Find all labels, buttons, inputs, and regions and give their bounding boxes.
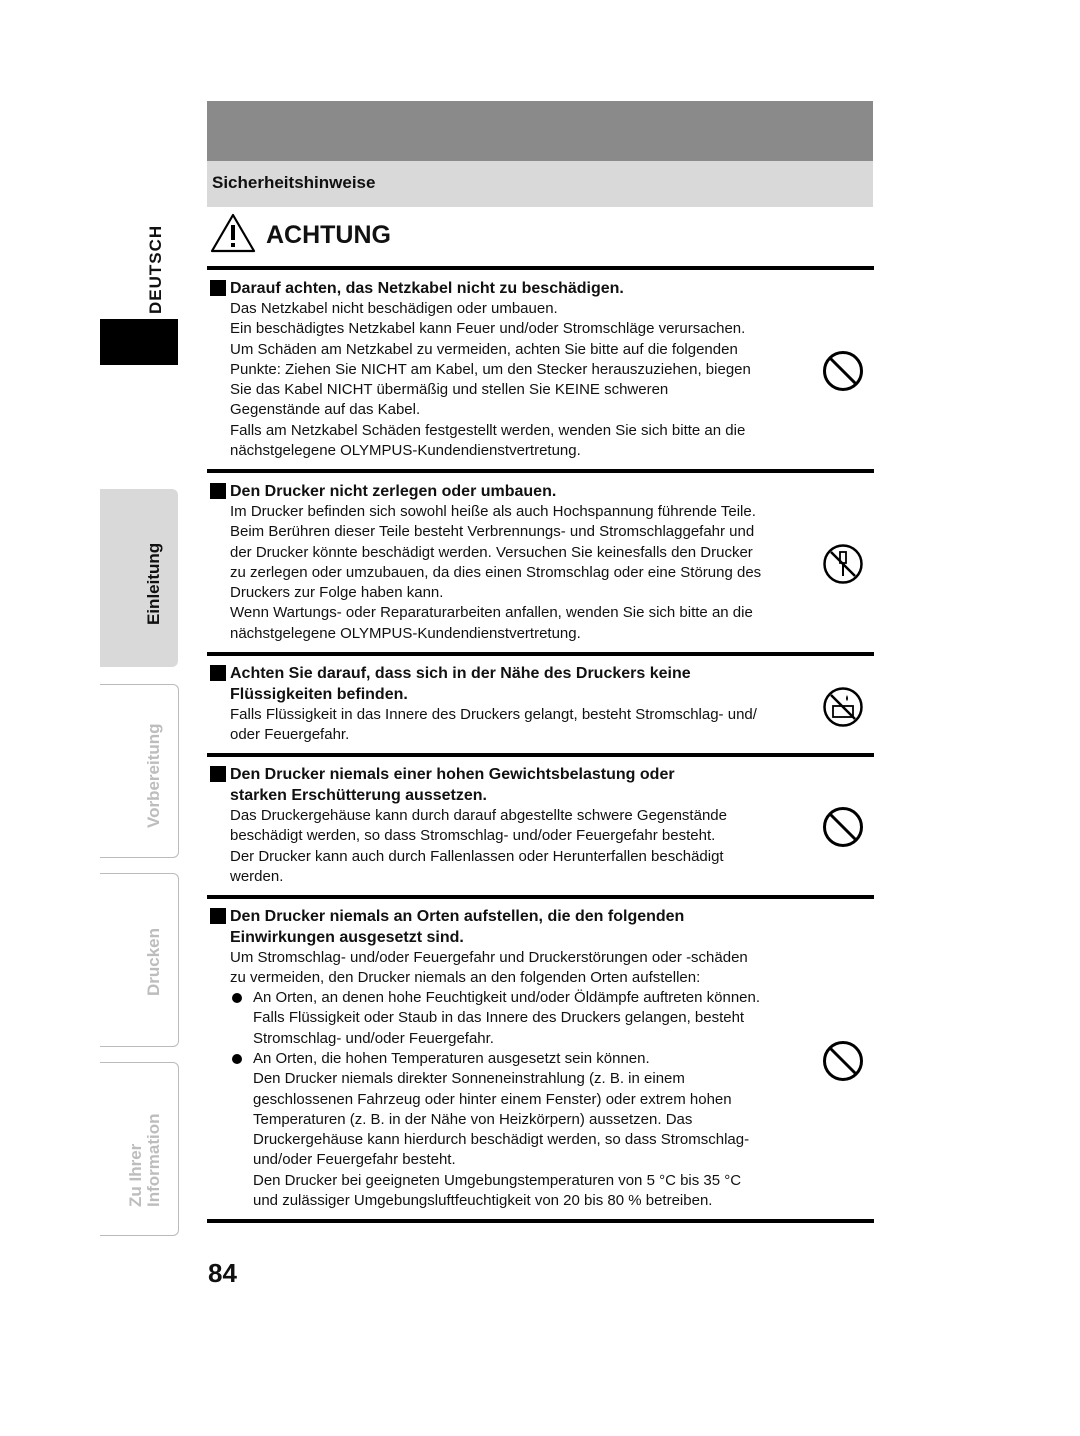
warning-label: ACHTUNG bbox=[266, 221, 391, 249]
prohibited-icon bbox=[822, 1040, 864, 1082]
section-heading: Den Drucker niemals einer hohen Gewichtsbelastung oder starken Erschütterung aussetzen. bbox=[230, 766, 675, 804]
section-body: Im Drucker befinden sich sowohl heiße als auch Hochspannung führende Teile. Beim Berühren dieser Teile besteht Verbrennungs- und Stromschlaggefahr und der Drucker könnte beschädigt werden. Versuchen Sie keinesfalls den Drucker zu zerlegen oder umzubauen, da dies einen Stromschlag oder eine Störung des Druckers zur Folge haben kann. Wenn Wartungs- oder Reparaturarbeiten anfallen, wenden Sie sich bitte an die nächstgelegene OLYMPUS-Kundendienstvertretung. bbox=[230, 503, 762, 642]
section-heading: Achten Sie darauf, dass sich in der Nähe des Druckers keine Flüssigkeiten befinden. bbox=[230, 665, 691, 703]
section-heading: Darauf achten, das Netzkabel nicht zu beschädigen. bbox=[230, 280, 624, 297]
section-title-bar bbox=[207, 161, 873, 207]
bullet-dot bbox=[232, 1054, 242, 1064]
tab-information[interactable] bbox=[100, 1062, 179, 1236]
section-marker bbox=[210, 483, 226, 499]
section-divider bbox=[207, 1219, 874, 1223]
section-heading: Den Drucker nicht zerlegen oder umbauen. bbox=[230, 483, 557, 500]
tab-information-label1: Zu Ihrer bbox=[126, 1143, 145, 1207]
section-body: Falls Flüssigkeit in das Innere des Druckers gelangt, besteht Stromschlag- und/ oder Feuergefahr. bbox=[230, 706, 757, 744]
section-divider bbox=[207, 469, 874, 473]
page-title: Sicherheitshinweise bbox=[212, 173, 376, 192]
section-marker bbox=[210, 665, 226, 681]
section-body: Um Stromschlag- und/oder Feuergefahr und Druckerstörungen oder -schäden zu vermeiden, den Drucker niemals an den folgenden Orten aufstellen: bbox=[230, 949, 748, 987]
tab-drucken-label: Drucken bbox=[144, 927, 163, 996]
section-body: Das Druckergehäuse kann durch darauf abgestellte schwere Gegenstände beschädigt werden, so dass Stromschlag- und/oder Feuergefahr besteht. Der Drucker kann auch durch Fallenlassen oder Herunterfallen beschädigt werden. bbox=[230, 807, 727, 885]
bullet-dot bbox=[232, 993, 242, 1003]
tab-vorbereitung[interactable] bbox=[100, 684, 179, 858]
bullet-item: An Orten, an denen hohe Feuchtigkeit und/oder Öldämpfe auftreten können. Falls Flüssigkeit oder Staub in das Innere des Druckers gelangen, besteht Stromschlag- und/oder Feuergefahr. bbox=[253, 989, 761, 1047]
header-bar bbox=[207, 101, 873, 161]
section-divider bbox=[207, 753, 874, 757]
language-tab-marker bbox=[100, 319, 178, 365]
no-liquids-icon bbox=[822, 686, 864, 728]
warning-triangle-icon bbox=[210, 213, 256, 253]
tab-vorbereitung-label: Vorbereitung bbox=[144, 723, 163, 828]
section-divider bbox=[207, 266, 874, 270]
section-heading: Den Drucker niemals an Orten aufstellen, die den folgenden Einwirkungen ausgesetzt sind. bbox=[230, 908, 685, 946]
tab-einleitung[interactable] bbox=[100, 489, 178, 667]
do-not-disassemble-icon bbox=[822, 543, 864, 585]
section-marker bbox=[210, 766, 226, 782]
tab-information-label2: Information bbox=[144, 1113, 163, 1207]
bullet-item: An Orten, die hohen Temperaturen ausgesetzt sein können. Den Drucker niemals direkter Sonneneinstrahlung (z. B. in einem geschlossenen Fahrzeug oder hinter einem Fenster) oder extrem hohen Temperaturen (z. B. in der Nähe von Heizkörpern) aussetzen. Das Druckergehäuse kann hierdurch beschädigt werden, so dass Stromschlag- und/oder Feuergefahr besteht. Den Drucker bei geeigneten Umgebungstemperaturen von 5 °C bis 35 °C und zulässiger Umgebungsluftfeuchtigkeit von 20 bis 80 % betreiben. bbox=[253, 1050, 750, 1210]
section-marker bbox=[210, 280, 226, 296]
section-marker bbox=[210, 908, 226, 924]
tab-drucken[interactable] bbox=[100, 873, 179, 1047]
prohibited-icon bbox=[822, 806, 864, 848]
section-body: Das Netzkabel nicht beschädigen oder umbauen. Ein beschädigtes Netzkabel kann Feuer und/oder Stromschläge verursachen. Um Schäden am Netzkabel zu vermeiden, achten Sie bitte auf die folgenden Punkte: Ziehen Sie NICHT am Kabel, um den Stecker herauszuziehen, biegen Sie das Kabel NICHT übermäßig und stellen Sie KEINE schweren Gegenstände auf das Kabel. Falls am Netzkabel Schäden festgestellt werden, wenden Sie sich bitte an die nächstgelegene OLYMPUS-Kundendienstvertretung. bbox=[230, 300, 751, 460]
prohibited-icon bbox=[822, 350, 864, 392]
language-label: DEUTSCH bbox=[146, 224, 165, 314]
page-number: 84 bbox=[208, 1258, 237, 1288]
section-divider bbox=[207, 652, 874, 656]
tab-einleitung-label: Einleitung bbox=[144, 542, 163, 625]
section-divider bbox=[207, 895, 874, 899]
